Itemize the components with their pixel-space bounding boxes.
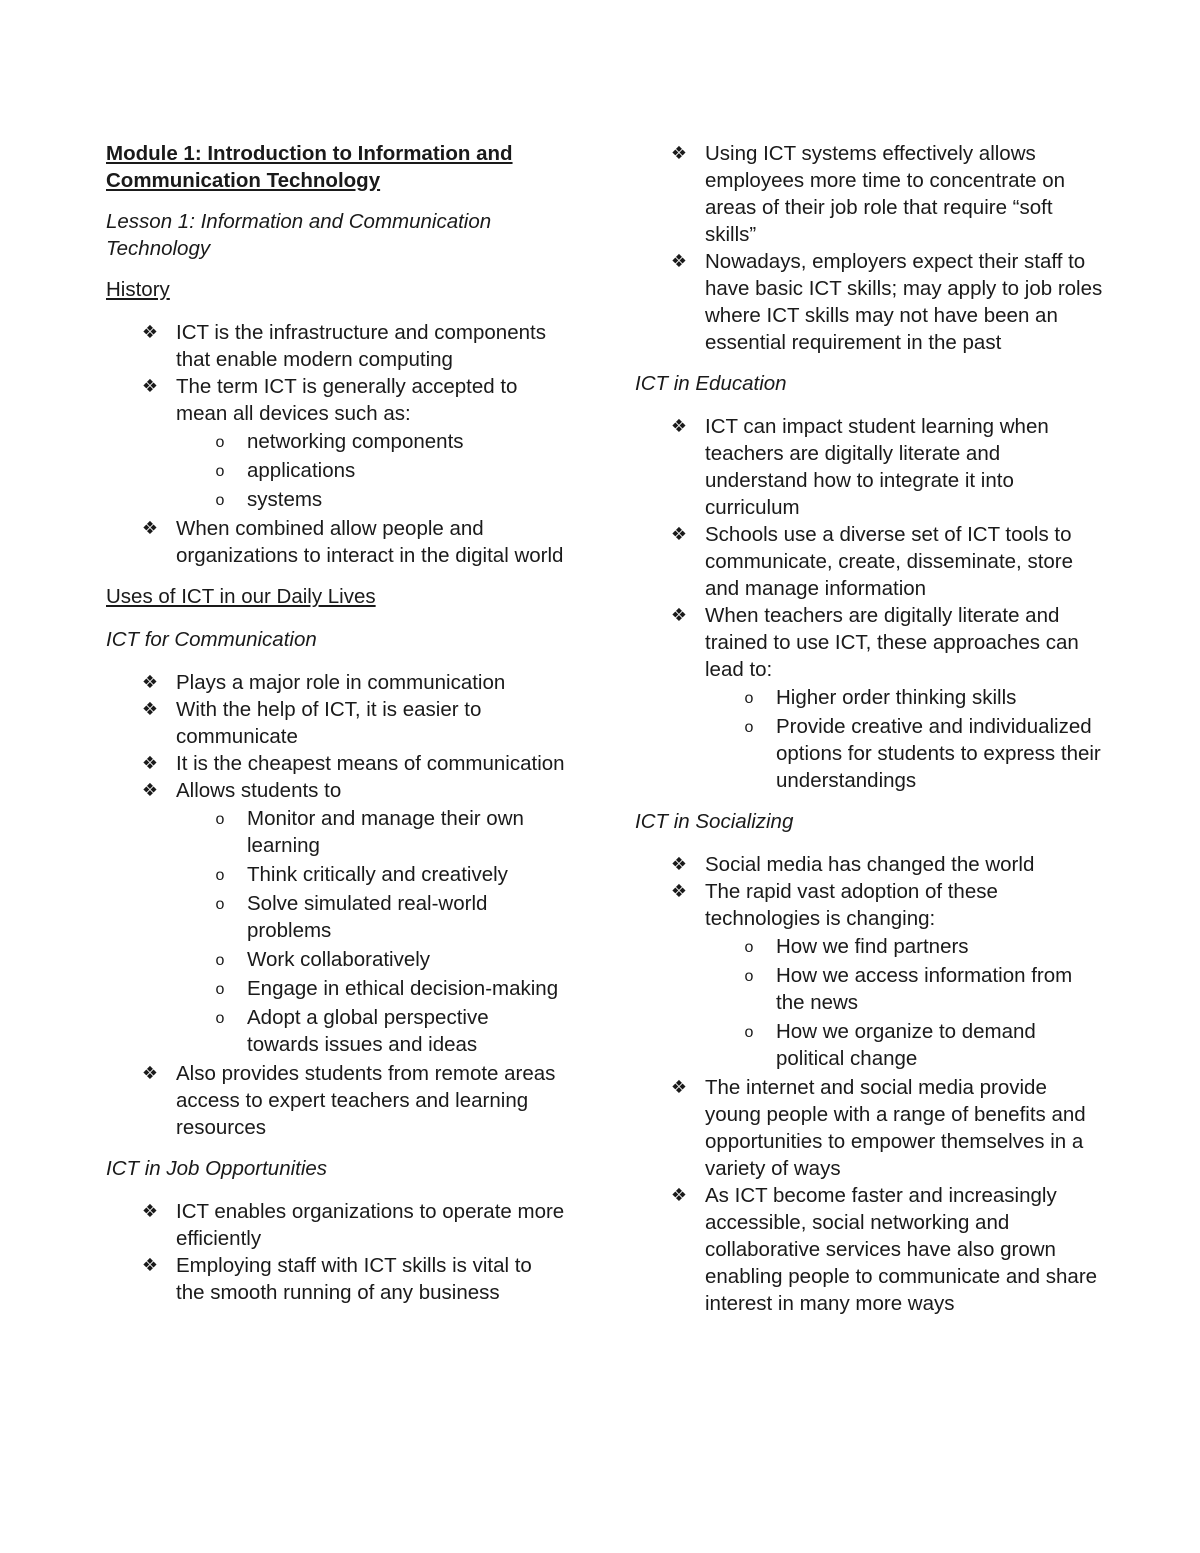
sub-list-item: o How we access information from the news [776,962,1105,1016]
sub-list-item: o Provide creative and individualized options for students to express their understandings [776,713,1105,794]
list-item: ❖ With the help of ICT, it is easier to communicate [176,696,566,750]
list-item: ❖ Allows students to o Monitor and manage their own learning o Think critically and creatively o Solve simulated real-world problems o Work collaboratively o Engage in ethical decision-making o Adopt a global perspective towards issues and ideas [176,777,566,1058]
communication-list [106,669,566,1141]
list-item: ❖ Nowadays, employers expect their staff to have basic ICT skills; may apply to job roles where ICT skills may not have been an essential requirement in the past [705,248,1105,356]
sub-list-item: o Work collaboratively [247,946,566,973]
list-item: ❖ As ICT become faster and increasingly accessible, social networking and collaborative services have also grown enabling people to communicate and share interest in many more ways [705,1182,1105,1317]
diamond-bullet-icon: ❖ [670,524,688,544]
list-item: ❖ Schools use a diverse set of ICT tools to communicate, create, disseminate, store and manage information [705,521,1105,602]
diamond-bullet-icon: ❖ [670,1185,688,1205]
circle-bullet-icon: o [215,1010,225,1027]
diamond-bullet-icon: ❖ [141,1255,159,1275]
diamond-bullet-icon: ❖ [670,605,688,625]
jobs-heading: ICT in Job Opportunities [106,1157,328,1180]
sub-list-item: o Engage in ethical decision-making [247,975,566,1002]
diamond-bullet-icon: ❖ [141,780,159,800]
sub-list-item: o networking components [247,428,566,455]
left-column [106,140,566,1320]
communication-heading: ICT for Communication [106,628,317,651]
circle-bullet-icon: o [215,896,225,913]
circle-bullet-icon: o [744,719,754,736]
circle-bullet-icon: o [215,867,225,884]
diamond-bullet-icon: ❖ [670,854,688,874]
diamond-bullet-icon: ❖ [141,518,159,538]
module-title: Module 1: Introduction to Information and Communication Technology [106,142,513,192]
circle-bullet-icon: o [744,968,754,985]
list-item: ❖ Employing staff with ICT skills is vital to the smooth running of any business [176,1252,566,1306]
sub-list-item: o systems [247,486,566,513]
sub-list [176,805,566,1058]
diamond-bullet-icon: ❖ [670,881,688,901]
diamond-bullet-icon: ❖ [670,1077,688,1097]
circle-bullet-icon: o [744,1024,754,1041]
socializing-list [635,851,1105,1317]
sub-list-item: o Higher order thinking skills [776,684,1105,711]
list-item: ❖ Social media has changed the world [705,851,1105,878]
list-item: ❖ The internet and social media provide young people with a range of benefits and opportunities to empower themselves in a variety of ways [705,1074,1105,1182]
sub-list-item: o Adopt a global perspective towards issues and ideas [247,1004,566,1058]
diamond-bullet-icon: ❖ [141,699,159,719]
lesson-title: Lesson 1: Information and Communication Technology [106,210,492,260]
sub-list-item: o applications [247,457,566,484]
list-item: ❖ When combined allow people and organizations to interact in the digital world [176,515,566,569]
diamond-bullet-icon: ❖ [670,251,688,271]
history-list [106,319,566,569]
diamond-bullet-icon: ❖ [141,753,159,773]
jobs-list [106,1198,566,1306]
right-column [635,140,1105,1331]
list-item: ❖ Using ICT systems effectively allows employees more time to concentrate on areas of their job role that require “soft skills” [705,140,1105,248]
diamond-bullet-icon: ❖ [670,416,688,436]
education-heading: ICT in Education [635,372,787,395]
list-item: ❖ Plays a major role in communication [176,669,566,696]
list-item: ❖ The rapid vast adoption of these technologies is changing: o How we find partners o How we access information from the news o How we organize to demand political change [705,878,1105,1072]
list-item: ❖ ICT is the infrastructure and components that enable modern computing [176,319,566,373]
list-item: ❖ It is the cheapest means of communication [176,750,566,777]
diamond-bullet-icon: ❖ [141,376,159,396]
diamond-bullet-icon: ❖ [141,1201,159,1221]
list-item: ❖ ICT can impact student learning when teachers are digitally literate and understand how to integrate it into curriculum [705,413,1105,521]
circle-bullet-icon: o [215,811,225,828]
history-heading: History [106,278,170,301]
diamond-bullet-icon: ❖ [141,322,159,342]
sub-list-item: o How we find partners [776,933,1105,960]
sub-list [705,684,1105,794]
socializing-heading: ICT in Socializing [635,810,794,833]
circle-bullet-icon: o [215,492,225,509]
circle-bullet-icon: o [215,434,225,451]
education-list [635,413,1105,794]
diamond-bullet-icon: ❖ [670,143,688,163]
circle-bullet-icon: o [215,952,225,969]
jobs-continued-list [635,140,1105,356]
sub-list-item: o Monitor and manage their own learning [247,805,566,859]
list-item: ❖ When teachers are digitally literate and trained to use ICT, these approaches can lead to: o Higher order thinking skills o Provide creative and individualized options for students to express their understandings [705,602,1105,794]
list-item: ❖ ICT enables organizations to operate more efficiently [176,1198,566,1252]
sub-list [176,428,566,513]
circle-bullet-icon: o [744,690,754,707]
sub-list-item: o Think critically and creatively [247,861,566,888]
diamond-bullet-icon: ❖ [141,672,159,692]
circle-bullet-icon: o [215,463,225,480]
circle-bullet-icon: o [744,939,754,956]
diamond-bullet-icon: ❖ [141,1063,159,1083]
circle-bullet-icon: o [215,981,225,998]
sub-list-item: o How we organize to demand political change [776,1018,1105,1072]
sub-list [705,933,1105,1072]
list-item: ❖ The term ICT is generally accepted to mean all devices such as: o networking components o applications o systems [176,373,566,513]
sub-list-item: o Solve simulated real-world problems [247,890,566,944]
uses-heading: Uses of ICT in our Daily Lives [106,585,376,608]
list-item: ❖ Also provides students from remote areas access to expert teachers and learning resources [176,1060,566,1141]
